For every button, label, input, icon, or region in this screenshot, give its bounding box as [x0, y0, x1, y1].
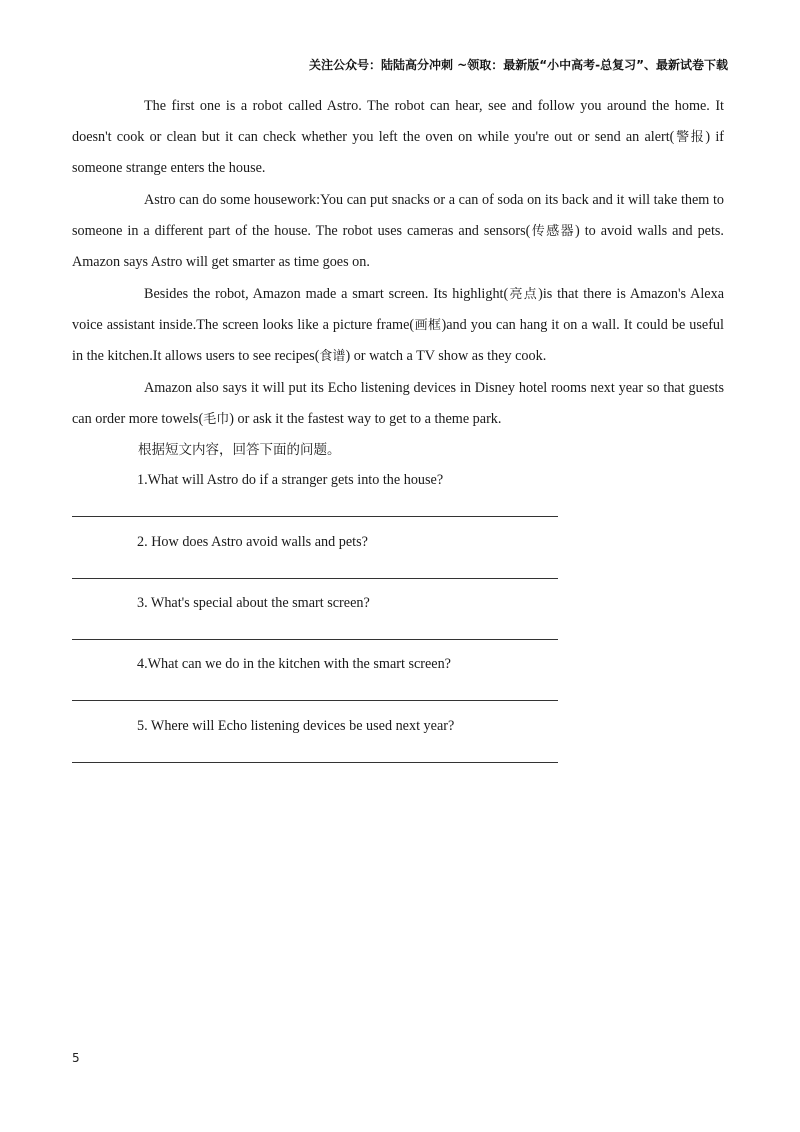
passage-text: ) or watch a TV show as they cook. [345, 348, 547, 364]
answer-line-2[interactable] [72, 578, 558, 579]
passage-paragraph-2 [72, 185, 724, 278]
passage-text: The first one is a robot called Astro. The robot can hear, see and follow you around the home. It doesn't cook or clean but it can check whether you left the oven on while you're out or send an alert( [72, 98, 724, 145]
chinese-gloss: 食谱 [319, 349, 346, 364]
passage-paragraph-1 [72, 91, 724, 184]
passage-text: Amazon also says it will put its Echo listening devices in Disney hotel rooms next year so that guests can order more towels( [72, 380, 724, 427]
page-header: 关注公众号：陆陆高分冲刺 ~领取：最新版“小中高考-总复习”、最新试卷下载 [309, 58, 728, 72]
chinese-gloss: 传感器 [530, 224, 576, 239]
chinese-gloss: 警报 [674, 130, 706, 145]
answer-line-5[interactable] [72, 762, 558, 763]
question-2: 2. How does Astro avoid walls and pets? [137, 534, 368, 550]
passage-paragraph-3 [72, 279, 724, 372]
passage-text: ) to avoid walls and pets. Amazon says Astro will get smarter as time goes on. [72, 223, 724, 270]
chinese-gloss: 画框 [414, 318, 442, 333]
answer-line-1[interactable] [72, 516, 558, 517]
passage-text: )and you can hang it on a wall. It could be useful in the kitchen.It allows users to see recipes( [72, 317, 724, 364]
passage-text: ) or ask it the fastest way to get to a theme park. [229, 411, 502, 427]
passage-text: ) if someone strange enters the house. [72, 129, 724, 176]
question-4: 4.What can we do in the kitchen with the smart screen? [137, 656, 451, 672]
question-5: 5. Where will Echo listening devices be used next year? [137, 718, 455, 734]
question-1: 1.What will Astro do if a stranger gets into the house? [137, 472, 444, 488]
page-number: 5 [72, 1051, 80, 1065]
answer-line-4[interactable] [72, 700, 558, 701]
passage-text: Besides the robot, Amazon made a smart screen. Its highlight( [144, 286, 509, 302]
instruction-text: 根据短文内容，回答下面的问题。 [138, 442, 341, 458]
answer-line-3[interactable] [72, 639, 558, 640]
chinese-gloss: 毛巾 [203, 412, 230, 427]
question-3: 3. What's special about the smart screen? [137, 595, 370, 611]
passage-text: Astro can do some housework:You can put snacks or a can of soda on its back and it will take them to someone in a different part of the house. The robot uses cameras and sensors( [72, 192, 724, 239]
passage-text: )is that there is Amazon's Alexa voice assistant inside.The screen looks like a picture frame( [72, 286, 724, 333]
chinese-gloss: 亮点 [508, 287, 539, 302]
passage-paragraph-4 [72, 373, 724, 435]
